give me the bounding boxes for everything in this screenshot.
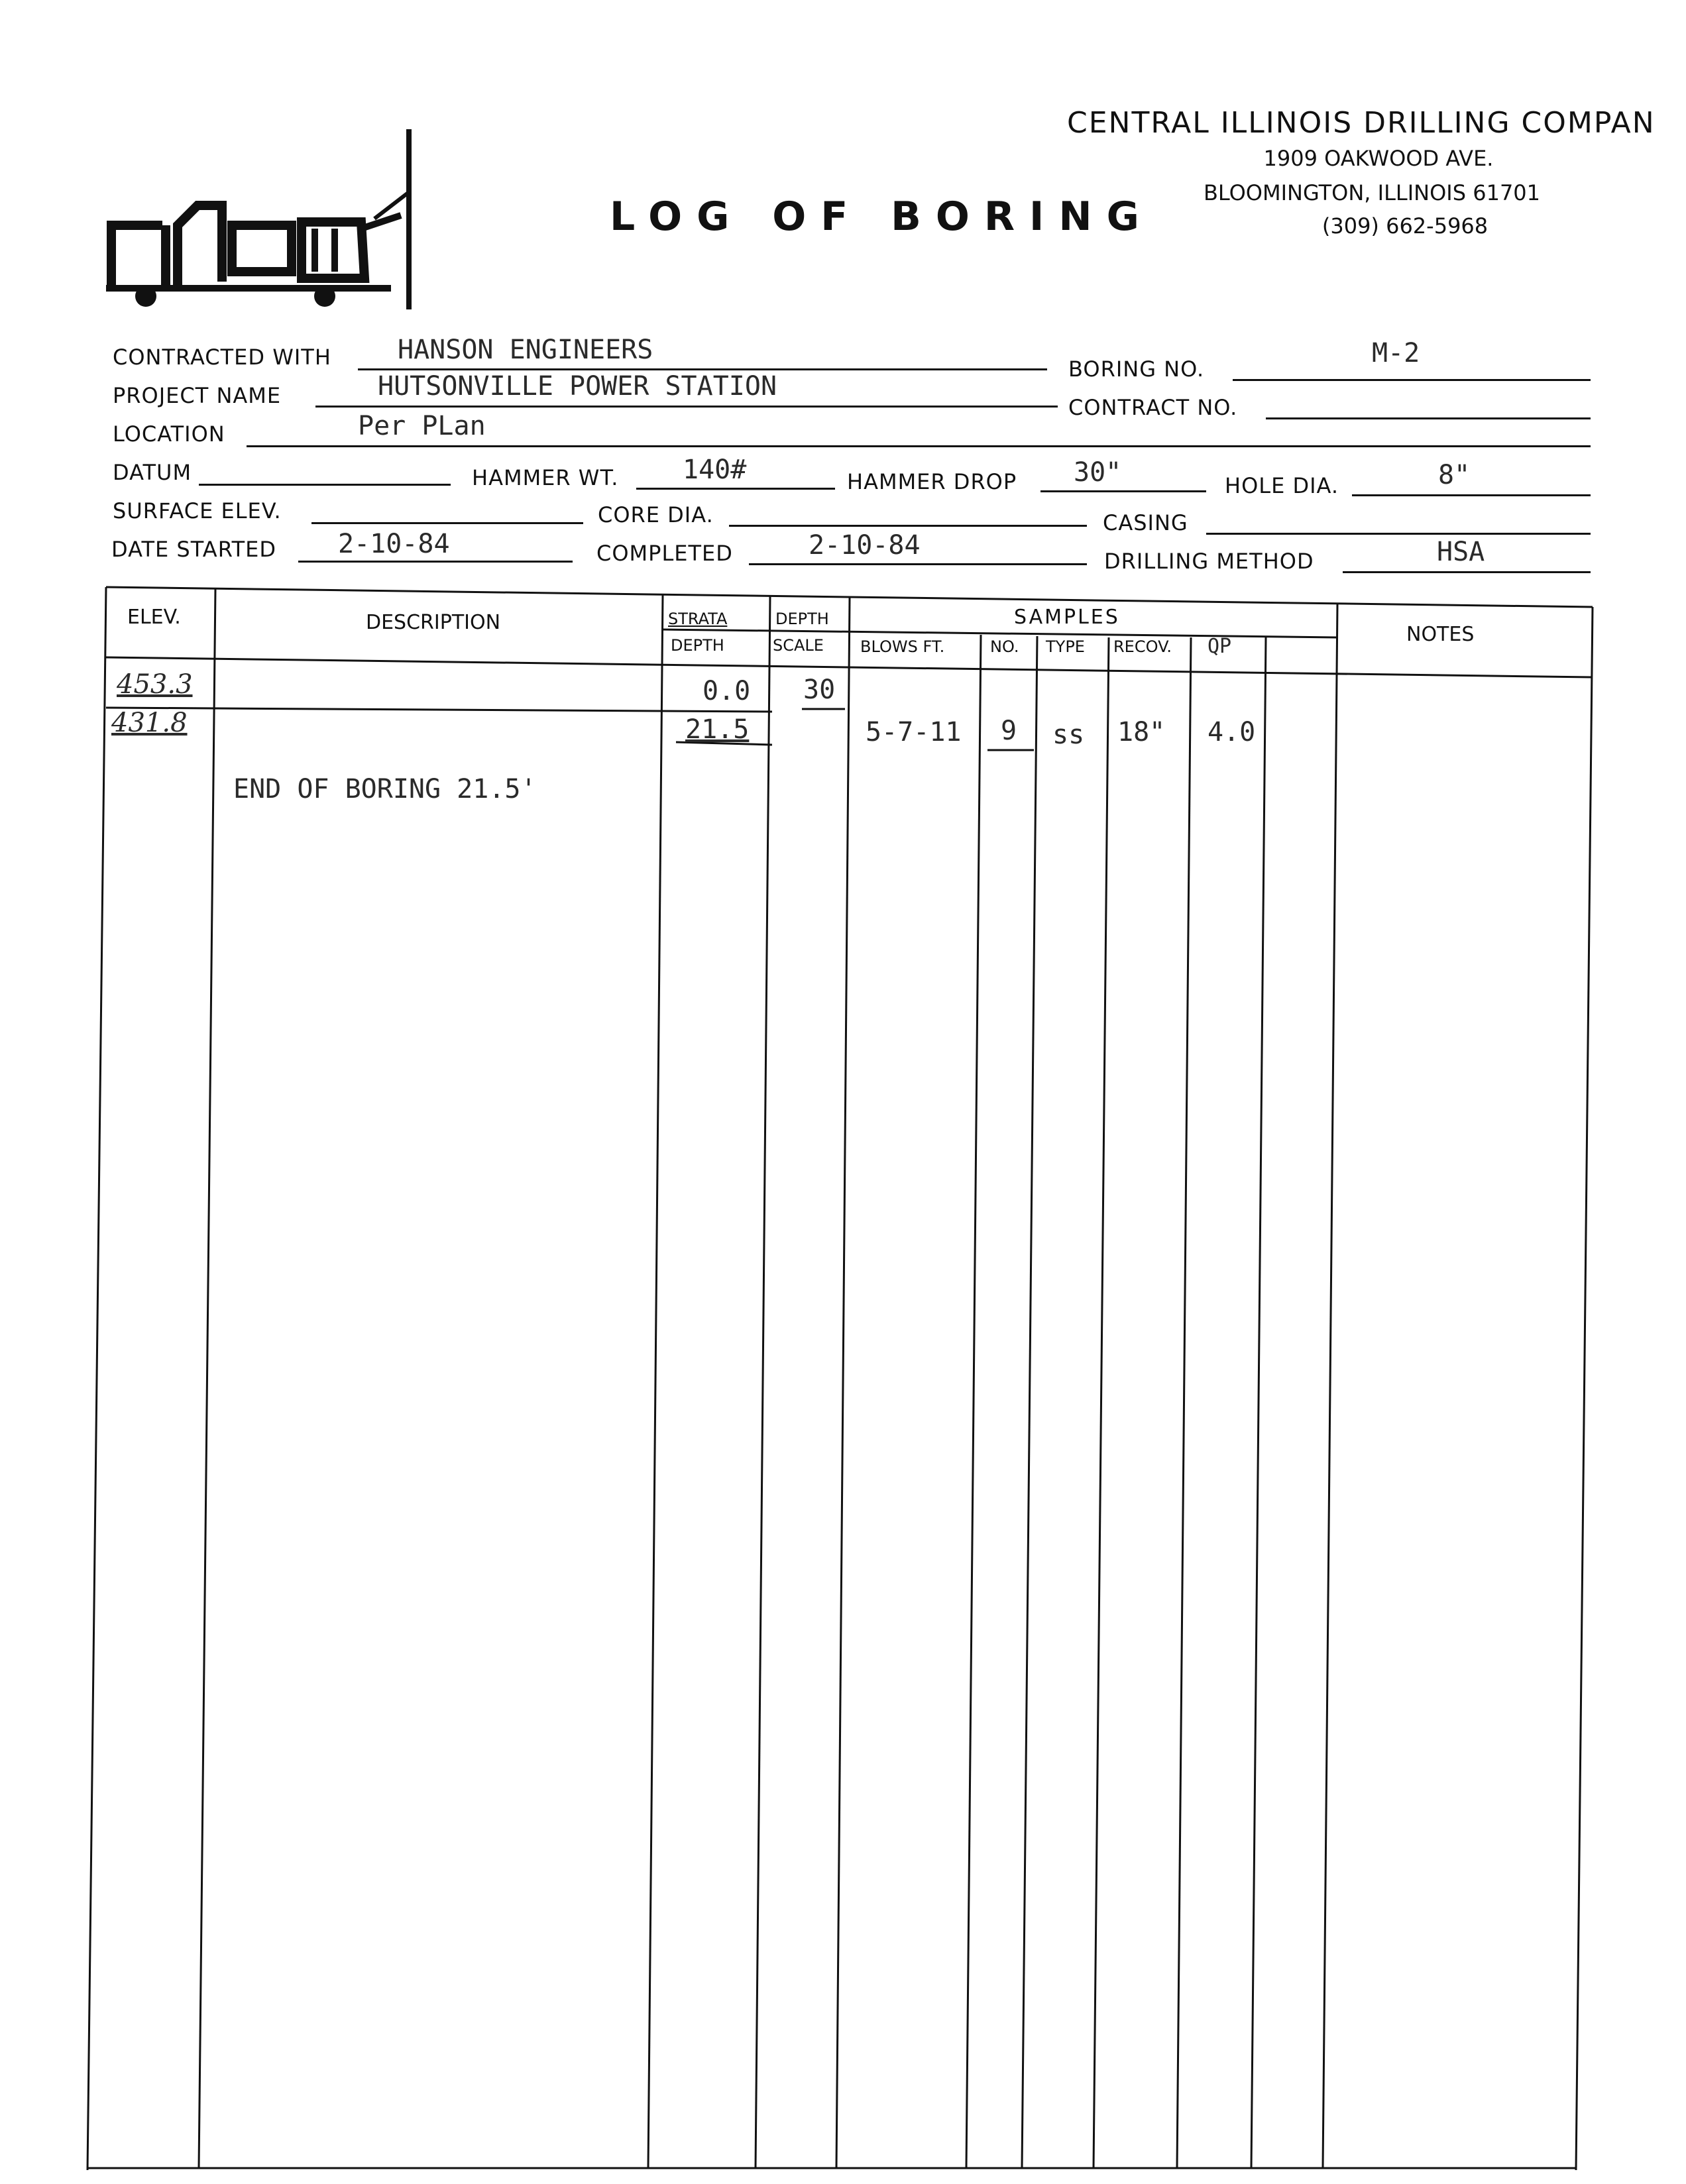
col-header-qp: QP — [1208, 635, 1232, 658]
contracted-with-label: CONTRACTED WITH — [113, 345, 331, 370]
col-header-type: TYPE — [1046, 637, 1085, 656]
location-value: Per PLan — [358, 411, 486, 441]
col-header-elev: ELEV. — [127, 606, 181, 629]
core-dia-label: CORE DIA. — [598, 502, 714, 527]
company-address-line2: BLOOMINGTON, ILLINOIS 61701 — [1203, 180, 1541, 205]
col-header-no: NO. — [990, 637, 1019, 656]
col-header-depth: DEPTH — [775, 610, 829, 628]
contracted-with-value: HANSON ENGINEERS — [398, 335, 653, 365]
row2-strata-depth: 21.5 — [685, 714, 750, 745]
boring-no-value: M-2 — [1372, 338, 1420, 368]
location-label: LOCATION — [113, 421, 225, 447]
datum-label: DATUM — [113, 460, 192, 485]
hammer-drop-label: HAMMER DROP — [847, 469, 1017, 494]
hole-dia-label: HOLE DIA. — [1225, 473, 1339, 498]
date-started-label: DATE STARTED — [111, 537, 276, 562]
row2-qp: 4.0 — [1208, 717, 1256, 747]
row2-blows-ft: 5-7-11 — [866, 717, 962, 747]
drilling-method-value: HSA — [1437, 537, 1485, 567]
row2-sample-type: ss — [1052, 720, 1085, 750]
surface-elev-label: SURFACE ELEV. — [113, 498, 282, 523]
date-started-value: 2-10-84 — [338, 529, 450, 559]
project-name-value: HUTSONVILLE POWER STATION — [378, 371, 777, 402]
row2-elev: 431.8 — [111, 708, 188, 738]
completed-value: 2-10-84 — [809, 530, 921, 561]
company-address-line1: 1909 OAKWOOD AVE. — [1263, 146, 1494, 171]
hole-dia-value: 8" — [1438, 460, 1471, 490]
end-of-boring-note: END OF BORING 21.5' — [233, 774, 537, 804]
col-header-depth-scale: SCALE — [773, 636, 824, 655]
row1-depth-scale: 30 — [803, 675, 836, 705]
row1-elev: 453.3 — [117, 669, 193, 700]
hammer-drop-value: 30" — [1074, 457, 1122, 488]
col-header-strata: STRATA — [668, 610, 728, 628]
page-title: LOG OF BORING — [610, 193, 1154, 240]
casing-label: CASING — [1103, 510, 1188, 535]
hammer-wt-label: HAMMER WT. — [472, 465, 619, 490]
col-header-recov: RECOV. — [1113, 637, 1172, 656]
boring-no-label: BORING NO. — [1068, 356, 1205, 382]
col-header-blows-ft: BLOWS FT. — [860, 637, 945, 656]
company-name: CENTRAL ILLINOIS DRILLING COMPAN — [1067, 106, 1656, 140]
col-header-notes: NOTES — [1406, 623, 1475, 646]
completed-label: COMPLETED — [596, 541, 733, 566]
col-header-samples: SAMPLES — [1014, 606, 1120, 629]
company-phone: (309) 662-5968 — [1321, 213, 1489, 239]
col-header-strata-depth: DEPTH — [671, 636, 724, 655]
col-header-description: DESCRIPTION — [366, 611, 501, 634]
drilling-method-label: DRILLING METHOD — [1104, 549, 1314, 574]
row1-strata-depth: 0.0 — [702, 676, 751, 706]
hammer-wt-value: 140# — [683, 455, 747, 485]
row2-recov: 18" — [1117, 717, 1166, 747]
contract-no-label: CONTRACT NO. — [1068, 395, 1238, 420]
project-name-label: PROJECT NAME — [113, 383, 282, 408]
row2-sample-no: 9 — [1001, 716, 1017, 746]
